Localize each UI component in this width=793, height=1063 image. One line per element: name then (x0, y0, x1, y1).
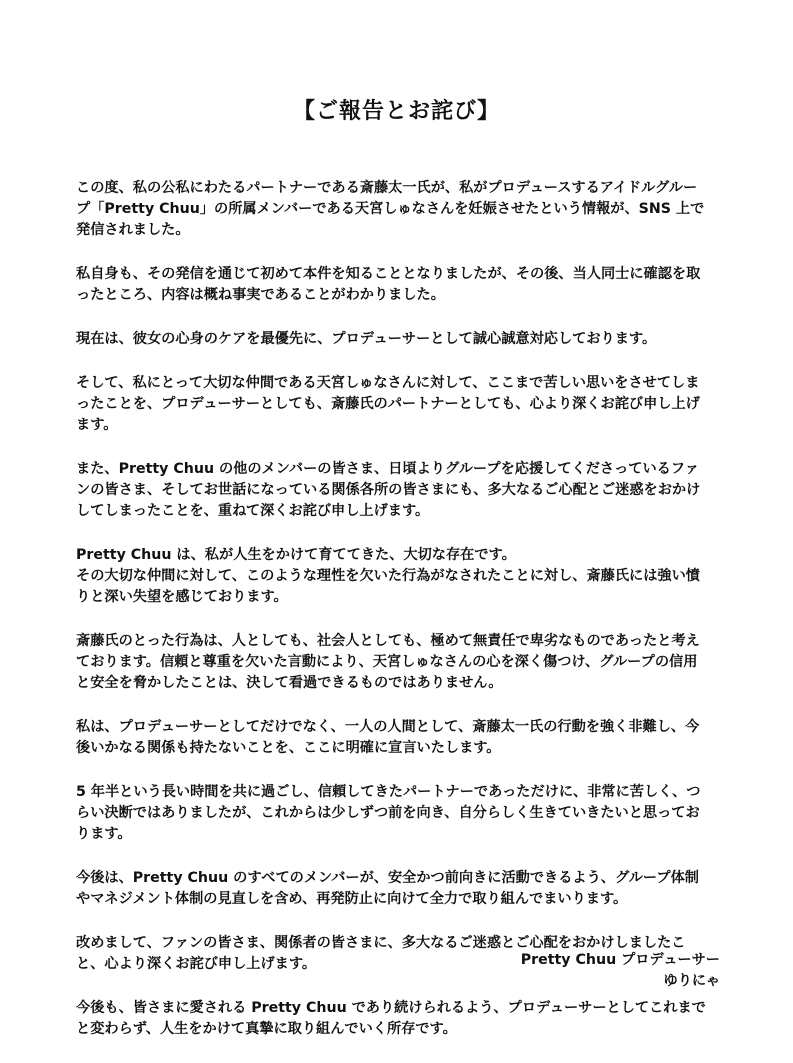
text-line: ております。信頼と尊重を欠いた言動により、天宮しゅなさんの心を深く傷つけ、グループの信用 (76, 654, 698, 670)
text-line: プ「Pretty Chuu」の所属メンバーである天宮しゅなさんを妊娠させたという情報が、SNS 上で (76, 201, 705, 217)
text-line: 今後は、Pretty Chuu のすべてのメンバーが、安全かつ前向きに活動できるよう、グループ体制 (76, 870, 699, 886)
text-line: ンの皆さま、そしてお世話になっている関係各所の皆さまにも、多大なるご心配とご迷惑をおかけ (76, 482, 701, 498)
signature-role: Pretty Chuu プロデューサー (520, 952, 720, 968)
paragraph (76, 373, 722, 436)
text-line: また、Pretty Chuu の他のメンバーの皆さま、日頃よりグループを応援してくださっているファ (76, 461, 699, 477)
signature (521, 950, 720, 992)
paragraph (76, 264, 722, 306)
paragraph (76, 717, 722, 759)
text-line: 5 年半という長い時間を共に過ごし、信頼してきたパートナーであっただけに、非常に苦しく、つ (76, 784, 701, 800)
text-line: りと深い失望を感じております。 (76, 589, 288, 605)
text-line: してしまったことを、重ねて深くお詫び申し上げます。 (76, 503, 430, 519)
text-line: 斎藤氏のとった行為は、人としても、社会人としても、極めて無責任で卑劣なものであったと考え (76, 633, 700, 649)
text-line: 改めまして、ファンの皆さま、関係者の皆さまに、多大なるご迷惑とご心配をおかけしましたこ (76, 935, 686, 951)
text-line: 現在は、彼女の心身のケアを最優先に、プロデューサーとして誠心誠意対応しております。 (76, 331, 657, 347)
paragraph (76, 631, 722, 694)
paragraph (76, 545, 722, 608)
paragraph (76, 868, 722, 910)
text-line: らい決断ではありましたが、これからは少しずつ前を向き、自分らしく生きていきたいと思ってお (76, 805, 700, 821)
text-line: ります。 (76, 826, 132, 842)
text-line: 今後も、皆さまに愛される Pretty Chuu であり続けられるよう、プロデューサーとしてこれまで (76, 1000, 706, 1016)
text-line: Pretty Chuu は、私が人生をかけて育ててきた、大切な存在です。 (76, 547, 516, 563)
paragraph (76, 178, 722, 241)
paragraph (76, 782, 722, 845)
text-line: 発信されました。 (76, 222, 190, 238)
text-line: その大切な仲間に対して、このような理性を欠いた行為がなされたことに対し、斎藤氏には強い憤 (76, 568, 700, 584)
text-line: ます。 (76, 417, 118, 433)
signature-name: ゆりにゃ (663, 973, 720, 989)
statement-body (76, 178, 722, 1063)
text-line: 私は、プロデューサーとしてだけでなく、一人の人間として、斎藤太一氏の行動を強く非難し、今 (76, 719, 700, 735)
text-line: ったところ、内容は概ね事実であることがわかりました。 (76, 287, 445, 303)
page-title: 【ご報告とお詫び】 (292, 99, 500, 124)
text-line: と安全を脅かしたことは、決して看過できるものではありません。 (76, 675, 503, 691)
paragraph (76, 998, 722, 1040)
text-line: 後いかなる関係も持たないことを、ここに明確に宣言いたします。 (76, 740, 501, 756)
text-line: と変わらず、人生をかけて真摯に取り組んでいく所存です。 (76, 1021, 457, 1037)
text-line: やマネジメント体制の見直しを含め、再発防止に向けて全力で取り組んでまいります。 (76, 891, 628, 907)
text-line: と、心より深くお詫び申し上げます。 (76, 956, 317, 972)
paragraph (76, 329, 722, 350)
text-line: この度、私の公私にわたるパートナーである斎藤太一氏が、私がプロデュースするアイドルグルー (76, 180, 698, 196)
text-line: ったことを、プロデューサーとしても、斎藤氏のパートナーとしても、心より深くお詫び申し上げ (76, 396, 700, 412)
text-line: そして、私にとって大切な仲間である天宮しゅなさんに対して、ここまで苦しい思いをさせてしま (76, 375, 700, 391)
text-line: 私自身も、その発信を通じて初めて本件を知ることとなりましたが、その後、当人同士に確認を取 (76, 266, 701, 282)
paragraph (76, 459, 722, 522)
